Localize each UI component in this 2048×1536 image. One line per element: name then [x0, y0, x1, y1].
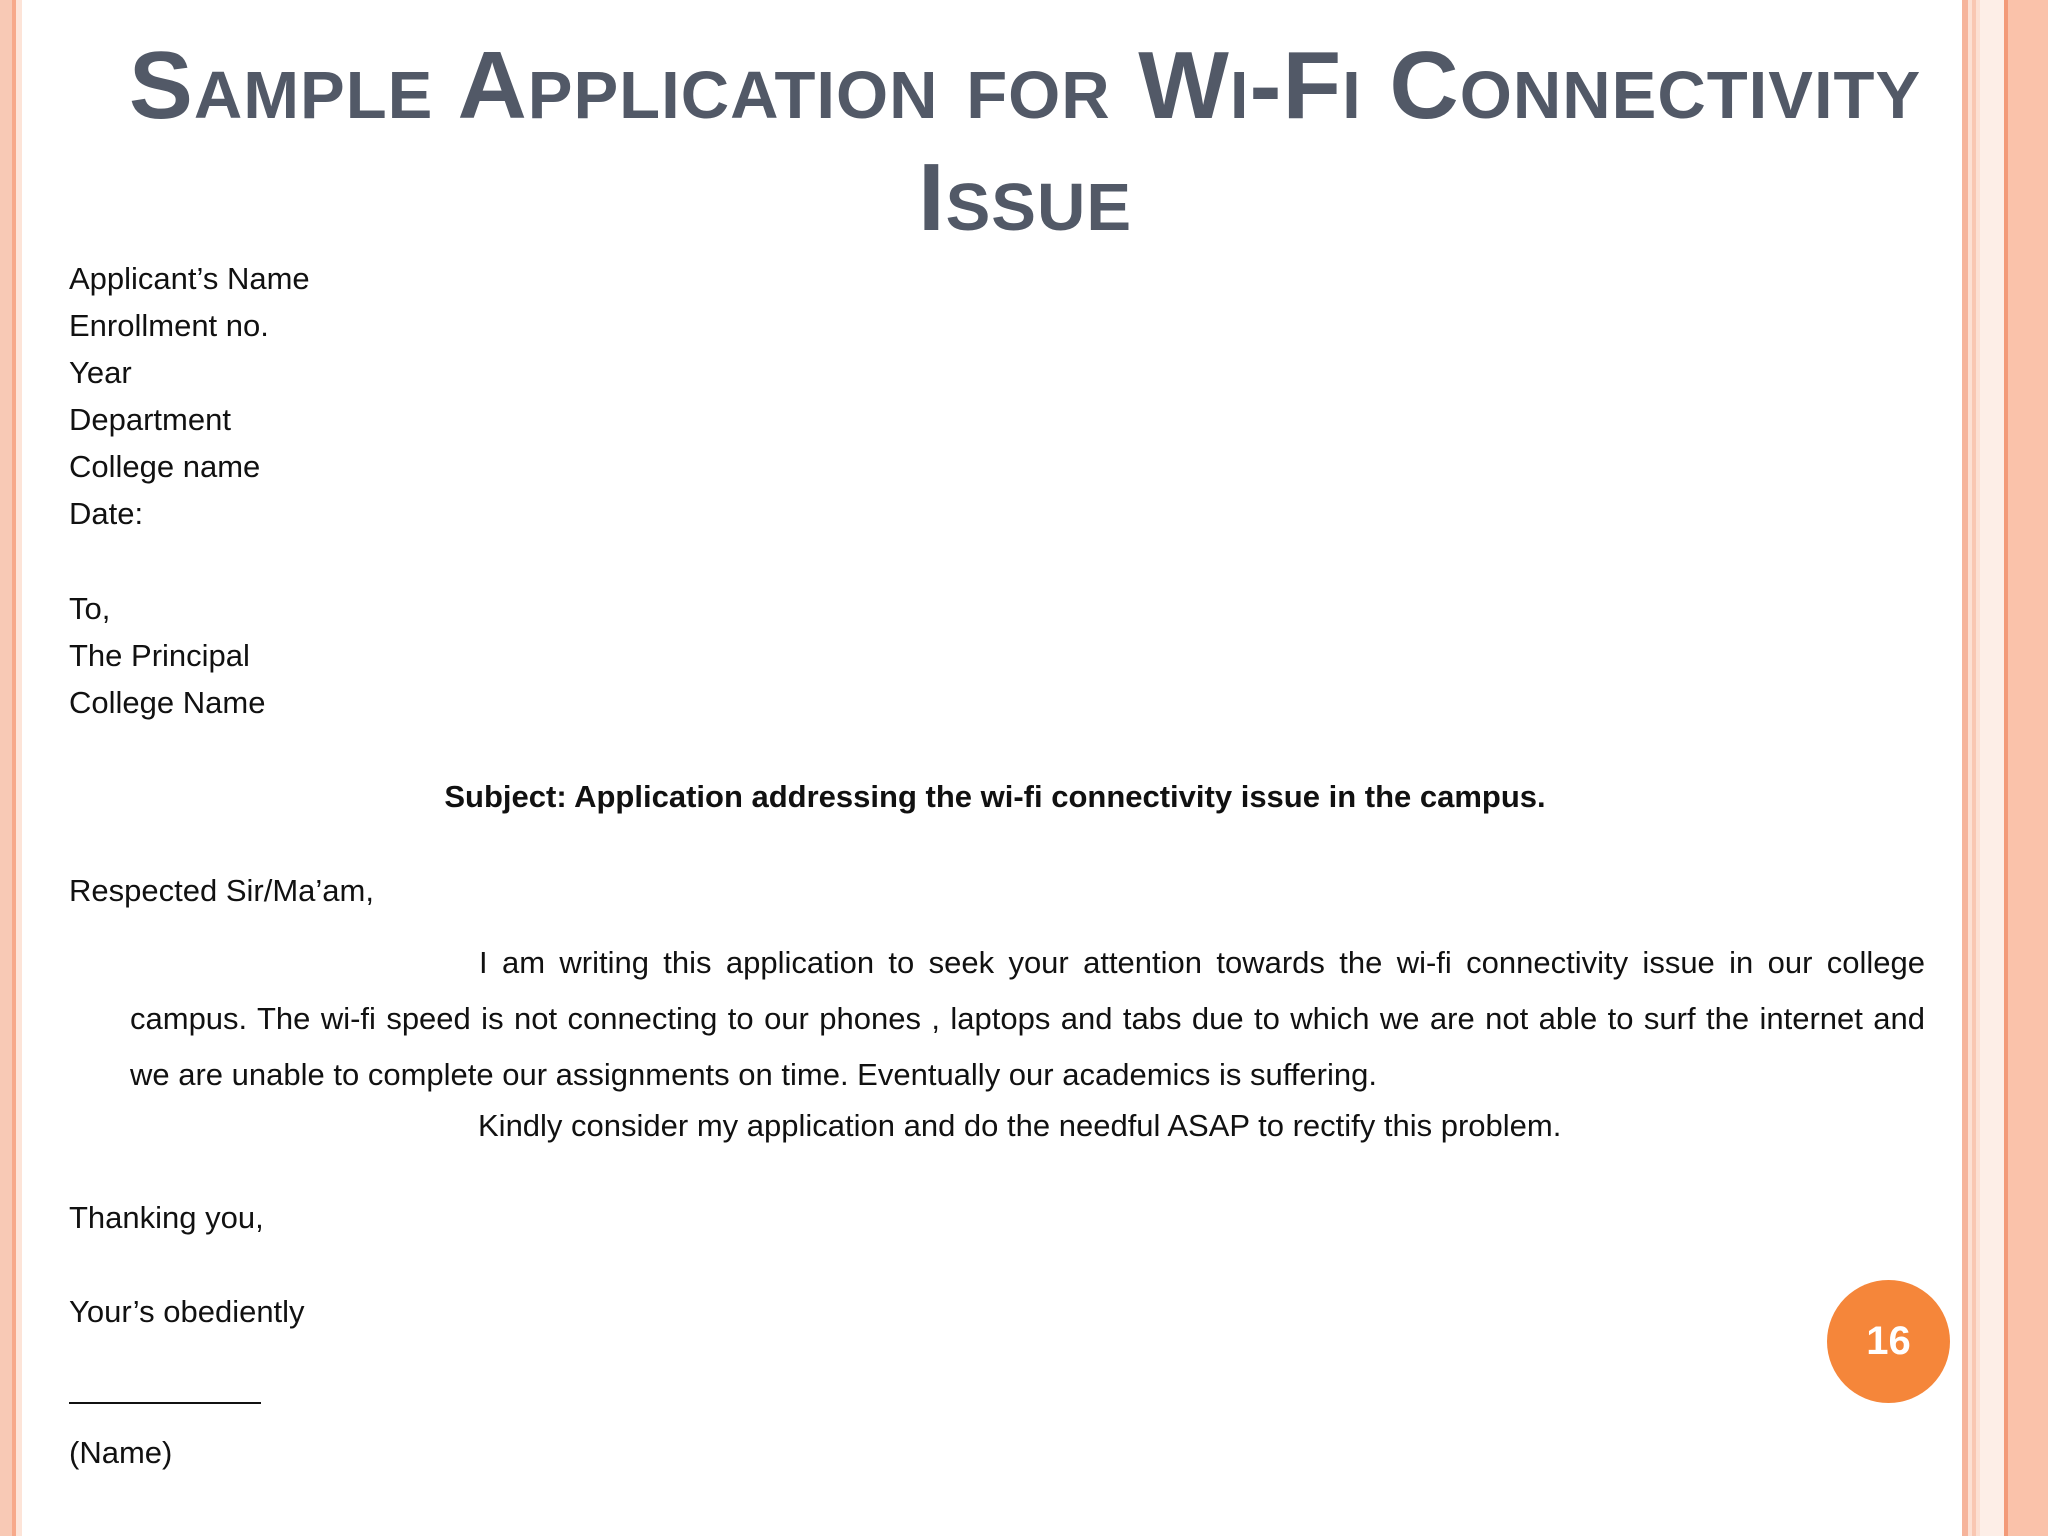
signature-line	[69, 1402, 261, 1404]
left-border-stripe-light	[16, 0, 22, 1536]
signature-name: (Name)	[69, 1435, 173, 1470]
applicant-details	[69, 255, 310, 537]
signoff: Your’s obediently	[69, 1294, 305, 1329]
left-border-stripe	[0, 0, 12, 1536]
college-name-field: College name	[69, 449, 261, 484]
right-border-stripe	[2008, 0, 2048, 1536]
closing: Thanking you,	[69, 1200, 264, 1235]
year-field: Year	[69, 355, 132, 390]
date-field: Date:	[69, 496, 144, 531]
body-paragraph: I am writing this application to seek your attention towards the wi-fi connectivity issue in our college campus. The wi-fi speed is not connecting to our phones , laptops and tabs due to which we are not able to surf the internet and we are unable to complete our assignments on time. Eventually our academics is suffering.	[130, 945, 1925, 1092]
body-paragraph-request: Kindly consider my application and do the needful ASAP to rectify this problem.	[478, 1108, 1562, 1143]
page-number-badge: 16	[1827, 1280, 1950, 1403]
salutation: Respected Sir/Ma’am,	[69, 873, 374, 908]
recipient-title: The Principal	[69, 638, 250, 673]
recipient-block	[69, 585, 265, 726]
department-field: Department	[69, 402, 231, 437]
subject-line: Subject: Application addressing the wi-fi connectivity issue in the campus.	[444, 779, 1546, 814]
recipient-college: College Name	[69, 685, 266, 720]
recipient-to: To,	[69, 591, 111, 626]
enrollment-field: Enrollment no.	[69, 308, 269, 343]
slide-title: Sample Application for Wi-Fi Connectivity Issue	[128, 32, 1922, 251]
applicant-name-field: Applicant’s Name	[69, 261, 310, 296]
